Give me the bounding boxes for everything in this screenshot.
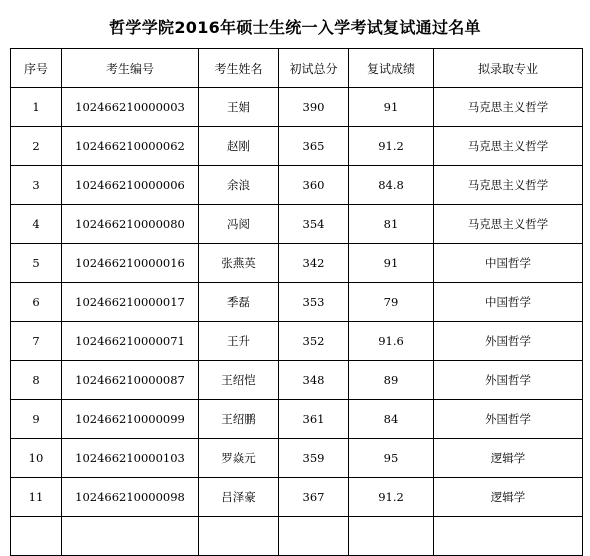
table-row: [11, 166, 583, 205]
cell-seq: [11, 517, 62, 556]
cell-exam-id: 102466210000017: [62, 283, 199, 322]
cell-retest-score: [349, 517, 434, 556]
cell-name: 冯阅: [199, 205, 279, 244]
cell-initial-score: 354: [279, 205, 349, 244]
cell-initial-score: 361: [279, 400, 349, 439]
cell-name: 王绍恺: [199, 361, 279, 400]
header-retest-score: 复试成绩: [349, 49, 434, 88]
table-row: [11, 400, 583, 439]
cell-retest-score: 91.2: [349, 127, 434, 166]
cell-exam-id: 102466210000006: [62, 166, 199, 205]
cell-name: 吕泽豪: [199, 478, 279, 517]
cell-major: 逻辑学: [434, 478, 583, 517]
cell-seq: 3: [11, 166, 62, 205]
cell-seq: 11: [11, 478, 62, 517]
cell-major: [434, 517, 583, 556]
cell-retest-score: 91.2: [349, 478, 434, 517]
table-header-row: [11, 49, 583, 88]
table-row: [11, 439, 583, 478]
cell-seq: 7: [11, 322, 62, 361]
cell-initial-score: 342: [279, 244, 349, 283]
cell-exam-id: 102466210000062: [62, 127, 199, 166]
table-row: [11, 322, 583, 361]
cell-initial-score: 360: [279, 166, 349, 205]
cell-retest-score: 84.8: [349, 166, 434, 205]
header-seq: 序号: [11, 49, 62, 88]
cell-retest-score: 79: [349, 283, 434, 322]
cell-seq: 1: [11, 88, 62, 127]
document-title: 哲学学院2016年硕士生统一入学考试复试通过名单: [109, 18, 481, 37]
cell-exam-id: [62, 517, 199, 556]
table-row: [11, 283, 583, 322]
cell-retest-score: 91: [349, 88, 434, 127]
table-row: [11, 361, 583, 400]
cell-initial-score: 352: [279, 322, 349, 361]
cell-initial-score: 359: [279, 439, 349, 478]
header-major: 拟录取专业: [434, 49, 583, 88]
cell-initial-score: 353: [279, 283, 349, 322]
cell-major: 逻辑学: [434, 439, 583, 478]
cell-exam-id: 102466210000016: [62, 244, 199, 283]
cell-exam-id: 102466210000098: [62, 478, 199, 517]
cell-major: 马克思主义哲学: [434, 166, 583, 205]
cell-exam-id: 102466210000003: [62, 88, 199, 127]
cell-retest-score: 84: [349, 400, 434, 439]
cell-name: 王升: [199, 322, 279, 361]
table-row: [11, 127, 583, 166]
cell-initial-score: 367: [279, 478, 349, 517]
cell-major: 外国哲学: [434, 322, 583, 361]
cell-seq: 5: [11, 244, 62, 283]
table-row: [11, 244, 583, 283]
cell-exam-id: 102466210000071: [62, 322, 199, 361]
cell-retest-score: 91: [349, 244, 434, 283]
cell-initial-score: [279, 517, 349, 556]
table-row: [11, 88, 583, 127]
cell-name: 余浪: [199, 166, 279, 205]
header-exam-id: 考生编号: [62, 49, 199, 88]
cell-retest-score: 91.6: [349, 322, 434, 361]
cell-name: [199, 517, 279, 556]
header-name: 考生姓名: [199, 49, 279, 88]
cell-exam-id: 102466210000099: [62, 400, 199, 439]
cell-name: 王娟: [199, 88, 279, 127]
cell-seq: 2: [11, 127, 62, 166]
cell-exam-id: 102466210000087: [62, 361, 199, 400]
cell-seq: 6: [11, 283, 62, 322]
table-row: [11, 205, 583, 244]
cell-major: 外国哲学: [434, 400, 583, 439]
table-row: [11, 517, 583, 556]
admission-table: [10, 48, 583, 556]
cell-major: 马克思主义哲学: [434, 88, 583, 127]
cell-name: 赵刚: [199, 127, 279, 166]
cell-major: 中国哲学: [434, 244, 583, 283]
cell-retest-score: 95: [349, 439, 434, 478]
cell-seq: 8: [11, 361, 62, 400]
cell-major: 马克思主义哲学: [434, 205, 583, 244]
cell-seq: 4: [11, 205, 62, 244]
table-row: [11, 478, 583, 517]
cell-seq: 9: [11, 400, 62, 439]
cell-name: 张燕英: [199, 244, 279, 283]
cell-initial-score: 365: [279, 127, 349, 166]
cell-major: 中国哲学: [434, 283, 583, 322]
cell-retest-score: 89: [349, 361, 434, 400]
header-initial-score: 初试总分: [279, 49, 349, 88]
cell-name: 王绍鹏: [199, 400, 279, 439]
cell-seq: 10: [11, 439, 62, 478]
cell-initial-score: 348: [279, 361, 349, 400]
cell-exam-id: 102466210000103: [62, 439, 199, 478]
cell-exam-id: 102466210000080: [62, 205, 199, 244]
cell-major: 外国哲学: [434, 361, 583, 400]
cell-retest-score: 81: [349, 205, 434, 244]
cell-name: 罗焱元: [199, 439, 279, 478]
cell-major: 马克思主义哲学: [434, 127, 583, 166]
cell-name: 季磊: [199, 283, 279, 322]
cell-initial-score: 390: [279, 88, 349, 127]
